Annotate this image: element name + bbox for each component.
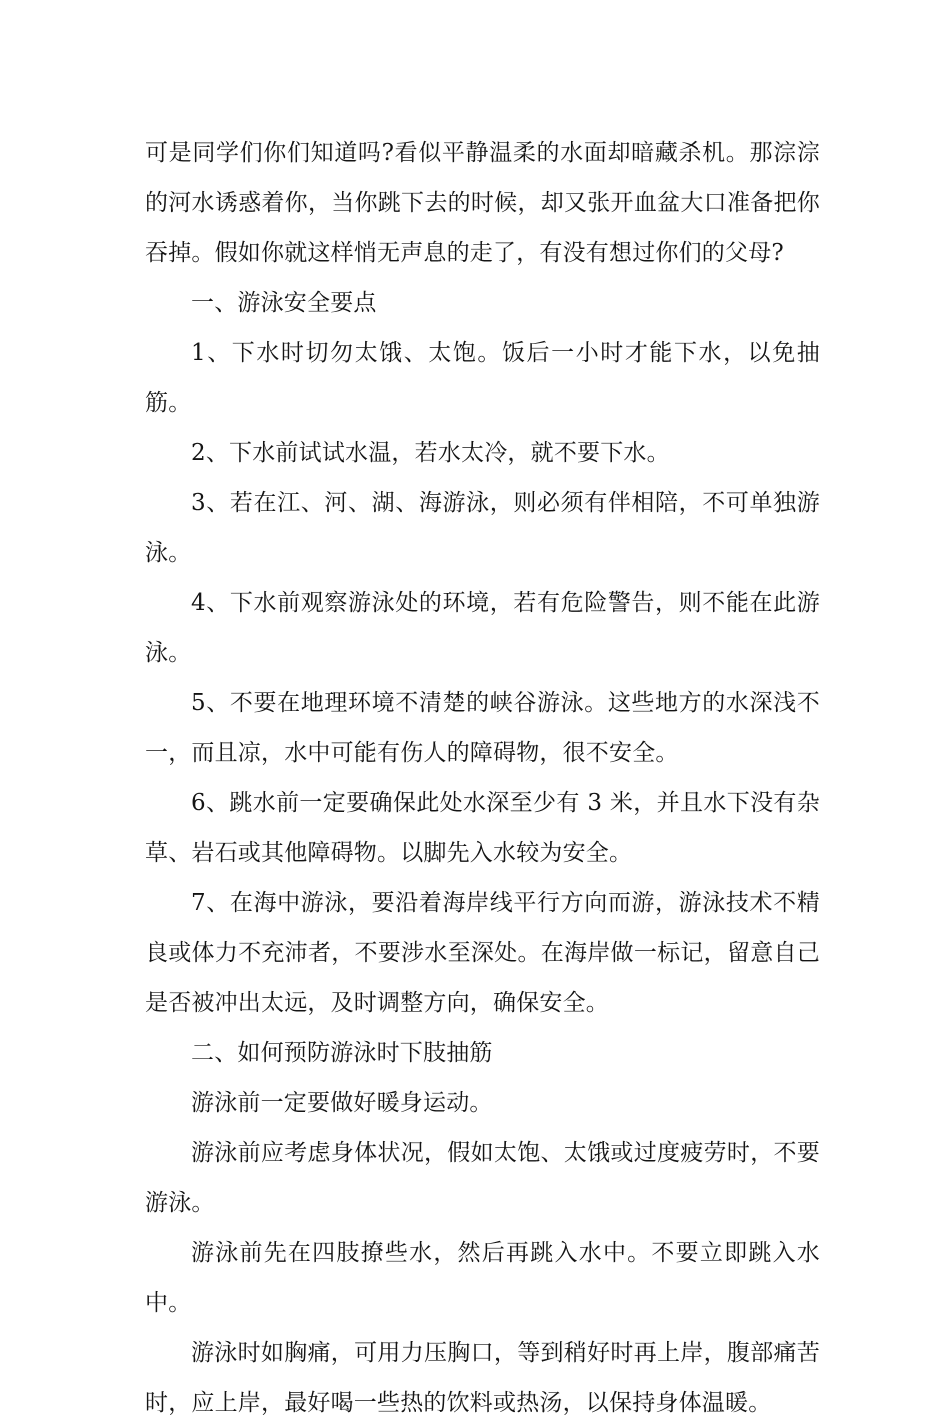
section-heading-safety-points: 一、游泳安全要点 [191, 290, 377, 316]
paragraph: 游泳前应考虑身体状况，假如太饱、太饿或过度疲劳时，不要游泳。 [145, 1140, 820, 1216]
list-item: 4、下水前观察游泳处的环境，若有危险警告，则不能在此游泳。 [145, 590, 820, 666]
paragraph: 游泳前先在四肢撩些水，然后再跳入水中。不要立即跳入水中。 [145, 1240, 820, 1316]
list-item: 7、在海中游泳，要沿着海岸线平行方向而游，游泳技术不精良或体力不充沛者，不要涉水至深处。在海岸做一标记，留意自己是否被冲出太远，及时调整方向，确保安全。 [145, 890, 820, 1016]
paragraph: 游泳前一定要做好暖身运动。 [191, 1090, 493, 1116]
list-item: 6、跳水前一定要确保此处水深至少有 3 米，并且水下没有杂草、岩石或其他障碍物。以脚先入水较为安全。 [145, 790, 820, 866]
section-heading-cramp-prevention: 二、如何预防游泳时下肢抽筋 [191, 1040, 493, 1066]
list-item: 1、下水时切勿太饿、太饱。饭后一小时才能下水，以免抽筋。 [145, 340, 820, 416]
paragraph-intro: 可是同学们你们知道吗?看似平静温柔的水面却暗藏杀机。那淙淙的河水诱惑着你，当你跳下去的时候，却又张开血盆大口准备把你吞掉。假如你就这样悄无声息的走了，有没有想过你们的父母? [145, 140, 820, 266]
list-item: 5、不要在地理环境不清楚的峡谷游泳。这些地方的水深浅不一，而且凉，水中可能有伤人的障碍物，很不安全。 [145, 690, 820, 766]
paragraph: 游泳时如胸痛，可用力压胸口，等到稍好时再上岸，腹部痛苦时，应上岸，最好喝一些热的饮料或热汤，以保持身体温暖。 [145, 1340, 820, 1416]
document-body [145, 128, 820, 1428]
list-item: 2、下水前试试水温，若水太冷，就不要下水。 [191, 440, 670, 466]
list-item: 3、若在江、河、湖、海游泳，则必须有伴相陪，不可单独游泳。 [145, 490, 820, 566]
